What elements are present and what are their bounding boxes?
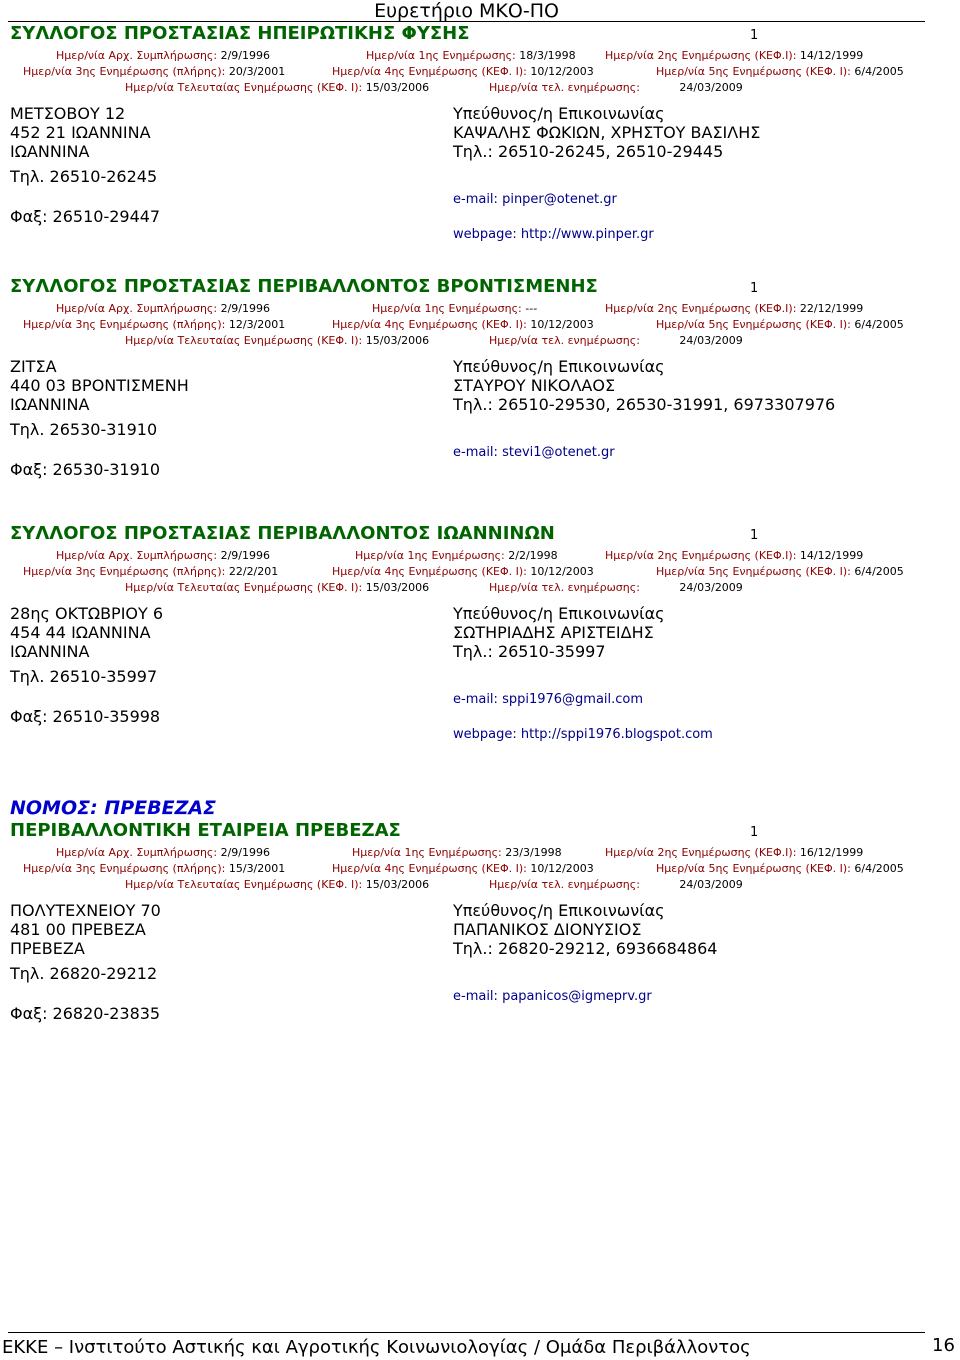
date-update-5 <box>656 862 904 876</box>
date-value: 24/03/2009 <box>679 878 743 891</box>
date-value: 10/12/2003 <box>530 565 594 578</box>
date-update-2 <box>605 302 863 316</box>
date-value: 15/03/2006 <box>365 81 430 94</box>
org-title: ΣΥΛΛΟΓΟΣ ΠΡΟΣΤΑΣΙΑΣ ΗΠΕΙΡΩΤΙΚΗΣ ΦΥΣΗΣ <box>10 23 470 44</box>
date-update-1 <box>366 49 576 63</box>
address-street: ΜΕΤΣΟΒΟΥ 12 <box>10 104 126 123</box>
date-update-3 <box>23 65 285 79</box>
date-label: Ημερ/νία 4ης Ενημέρωσης (ΚΕΦ. Ι): <box>332 862 527 875</box>
date-update-4 <box>332 65 594 79</box>
address-city: ΠΡΕΒΕΖΑ <box>10 939 85 958</box>
date-last <box>125 81 429 95</box>
date-value: 15/03/2006 <box>365 581 430 594</box>
date-label: Ημερ/νία 3ης Ενημέρωσης (πλήρης): <box>23 862 226 875</box>
date-label: Ημερ/νία τελ. ενημέρωσης: <box>489 878 640 891</box>
address-postal: 454 44 ΙΩΑΝΝΙΝΑ <box>10 623 151 642</box>
date-update-5 <box>656 565 904 579</box>
org-title: ΣΥΛΛΟΓΟΣ ΠΡΟΣΤΑΣΙΑΣ ΠΕΡΙΒΑΛΛΟΝΤΟΣ ΒΡΟΝΤΙΣΜΕΝΗΣ <box>10 276 598 297</box>
address-street: ΖΙΤΣΑ <box>10 357 57 376</box>
date-label: Ημερ/νία Αρχ. Συμπλήρωσης: <box>56 49 218 62</box>
date-last <box>125 581 429 595</box>
org-number: 1 <box>750 528 759 543</box>
date-label: Ημερ/νία Αρχ. Συμπλήρωσης: <box>56 846 218 859</box>
email-link[interactable]: e-mail: pinper@otenet.gr <box>453 192 617 207</box>
date-label: Ημερ/νία 3ης Ενημέρωσης (πλήρης): <box>23 565 226 578</box>
date-label: Ημερ/νία Τελευταίας Ενημέρωσης (ΚΕΦ. Ι): <box>125 81 363 94</box>
fax: Φαξ: 26510-29447 <box>10 207 161 226</box>
date-value: 6/4/2005 <box>854 318 904 331</box>
contact-heading: Υπεύθυνος/η Επικοινωνίας <box>453 604 665 623</box>
email-link[interactable]: e-mail: papanicos@igmeprv.gr <box>453 989 652 1004</box>
email-link[interactable]: e-mail: stevi1@otenet.gr <box>453 445 615 460</box>
date-value: 15/3/2001 <box>228 862 286 875</box>
phone: Τηλ. 26530-31910 <box>10 420 158 439</box>
address-street: ΠΟΛΥΤΕΧΝΕΙΟΥ 70 <box>10 901 161 920</box>
date-last <box>125 334 429 348</box>
date-label: Ημερ/νία Τελευταίας Ενημέρωσης (ΚΕΦ. Ι): <box>125 334 363 347</box>
org-number: 1 <box>750 28 759 43</box>
date-label: Ημερ/νία 2ης Ενημέρωσης (ΚΕΦ.Ι): <box>605 49 797 62</box>
date-value: 23/3/1998 <box>505 846 562 859</box>
webpage-link[interactable]: webpage: http://www.pinper.gr <box>453 227 654 242</box>
date-value: 14/12/1999 <box>799 549 864 562</box>
date-value: 15/03/2006 <box>365 878 430 891</box>
address-city: ΙΩΑΝΝΙΝΑ <box>10 142 90 161</box>
date-update-2 <box>605 49 863 63</box>
date-value: 2/9/1996 <box>220 302 270 315</box>
date-tel <box>489 81 743 95</box>
org-number: 1 <box>750 281 759 296</box>
date-value: 10/12/2003 <box>530 862 594 875</box>
date-label: Ημερ/νία Αρχ. Συμπλήρωσης: <box>56 302 218 315</box>
date-value: 22/12/1999 <box>799 302 864 315</box>
date-tel <box>489 334 743 348</box>
address-postal: 481 00 ΠΡΕΒΕΖΑ <box>10 920 146 939</box>
date-label: Ημερ/νία 1ης Ενημέρωσης: <box>352 846 502 859</box>
address-city: ΙΩΑΝΝΙΝΑ <box>10 642 90 661</box>
footer-rule <box>8 1332 925 1333</box>
date-value: 24/03/2009 <box>679 334 743 347</box>
fax: Φαξ: 26820-23835 <box>10 1004 161 1023</box>
contact-phone: Τηλ.: 26510-26245, 26510-29445 <box>453 142 724 161</box>
date-label: Ημερ/νία 5ης Ενημέρωσης (ΚΕΦ. Ι): <box>656 65 851 78</box>
date-value: 14/12/1999 <box>799 49 864 62</box>
date-value: 2/9/1996 <box>220 846 270 859</box>
date-value: 10/12/2003 <box>530 65 594 78</box>
date-label: Ημερ/νία 1ης Ενημέρωσης: <box>355 549 505 562</box>
prefecture-heading: ΝΟΜΟΣ: ΠΡΕΒΕΖΑΣ <box>10 797 217 819</box>
date-update-4 <box>332 862 594 876</box>
contact-heading: Υπεύθυνος/η Επικοινωνίας <box>453 104 665 123</box>
contact-name: ΣΩΤΗΡΙΑΔΗΣ ΑΡΙΣΤΕΙΔΗΣ <box>453 623 654 642</box>
phone: Τηλ. 26510-35997 <box>10 667 158 686</box>
date-update-2 <box>605 846 863 860</box>
contact-phone: Τηλ.: 26510-29530, 26530-31991, 6973307976 <box>453 395 836 414</box>
date-label: Ημερ/νία 4ης Ενημέρωσης (ΚΕΦ. Ι): <box>332 318 527 331</box>
date-value: 22/2/201 <box>228 565 279 578</box>
date-original <box>56 846 270 860</box>
date-label: Ημερ/νία Τελευταίας Ενημέρωσης (ΚΕΦ. Ι): <box>125 878 363 891</box>
webpage-link[interactable]: webpage: http://sppi1976.blogspot.com <box>453 727 713 742</box>
date-label: Ημερ/νία 4ης Ενημέρωσης (ΚΕΦ. Ι): <box>332 65 527 78</box>
date-value: 6/4/2005 <box>854 862 904 875</box>
address-postal: 440 03 ΒΡΟΝΤΙΣΜΕΝΗ <box>10 376 189 395</box>
contact-name: ΠΑΠΑΝΙΚΟΣ ΔΙΟΝΥΣΙΟΣ <box>453 920 642 939</box>
date-label: Ημερ/νία τελ. ενημέρωσης: <box>489 81 640 94</box>
date-value: 2/9/1996 <box>220 549 270 562</box>
org-number: 1 <box>750 825 759 840</box>
date-value: 24/03/2009 <box>679 581 743 594</box>
date-value: 6/4/2005 <box>854 565 904 578</box>
date-label: Ημερ/νία 2ης Ενημέρωσης (ΚΕΦ.Ι): <box>605 549 797 562</box>
date-label: Ημερ/νία 2ης Ενημέρωσης (ΚΕΦ.Ι): <box>605 302 797 315</box>
date-label: Ημερ/νία 4ης Ενημέρωσης (ΚΕΦ. Ι): <box>332 565 527 578</box>
date-label: Ημερ/νία τελ. ενημέρωσης: <box>489 334 640 347</box>
org-title: ΠΕΡΙΒΑΛΛΟΝΤΙΚΗ ΕΤΑΙΡΕΙΑ ΠΡΕΒΕΖΑΣ <box>10 820 401 841</box>
date-label: Ημερ/νία 5ης Ενημέρωσης (ΚΕΦ. Ι): <box>656 318 851 331</box>
footer-text: ΕΚΚΕ – Ινστιτούτο Αστικής και Αγροτικής Κοινωνιολογίας / Ομάδα Περιβάλλοντος <box>2 1337 751 1358</box>
date-update-5 <box>656 65 904 79</box>
date-label: Ημερ/νία 5ης Ενημέρωσης (ΚΕΦ. Ι): <box>656 565 851 578</box>
phone: Τηλ. 26820-29212 <box>10 964 158 983</box>
date-label: Ημερ/νία 1ης Ενημέρωσης: <box>366 49 516 62</box>
date-value: 15/03/2006 <box>365 334 430 347</box>
date-update-4 <box>332 565 594 579</box>
date-label: Ημερ/νία Τελευταίας Ενημέρωσης (ΚΕΦ. Ι): <box>125 581 363 594</box>
date-update-3 <box>23 862 285 876</box>
email-link[interactable]: e-mail: sppi1976@gmail.com <box>453 692 644 707</box>
date-tel <box>489 878 743 892</box>
address-city: ΙΩΑΝΝΙΝΑ <box>10 395 90 414</box>
date-label: Ημερ/νία 1ης Ενημέρωσης: <box>372 302 522 315</box>
date-label: Ημερ/νία 5ης Ενημέρωσης (ΚΕΦ. Ι): <box>656 862 851 875</box>
date-label: Ημερ/νία τελ. ενημέρωσης: <box>489 581 640 594</box>
page-number: 16 <box>932 1335 955 1356</box>
date-value: 10/12/2003 <box>530 318 594 331</box>
date-update-3 <box>23 318 285 332</box>
address-postal: 452 21 ΙΩΑΝΝΙΝΑ <box>10 123 151 142</box>
date-value: 2/2/1998 <box>508 549 558 562</box>
date-label: Ημερ/νία 2ης Ενημέρωσης (ΚΕΦ.Ι): <box>605 846 797 859</box>
date-update-1 <box>352 846 562 860</box>
date-value: --- <box>525 302 538 315</box>
contact-heading: Υπεύθυνος/η Επικοινωνίας <box>453 901 665 920</box>
date-value: 20/3/2001 <box>228 65 286 78</box>
phone: Τηλ. 26510-26245 <box>10 167 158 186</box>
fax: Φαξ: 26530-31910 <box>10 460 161 479</box>
date-update-4 <box>332 318 594 332</box>
page-header-title: Ευρετήριο ΜΚΟ-ΠΟ <box>374 0 559 22</box>
date-original <box>56 549 270 563</box>
date-label: Ημερ/νία 3ης Ενημέρωσης (πλήρης): <box>23 65 226 78</box>
contact-phone: Τηλ.: 26820-29212, 6936684864 <box>453 939 718 958</box>
date-value: 18/3/1998 <box>519 49 576 62</box>
date-value: 16/12/1999 <box>799 846 864 859</box>
date-update-1 <box>355 549 558 563</box>
fax: Φαξ: 26510-35998 <box>10 707 161 726</box>
date-original <box>56 302 270 316</box>
contact-heading: Υπεύθυνος/η Επικοινωνίας <box>453 357 665 376</box>
date-update-5 <box>656 318 904 332</box>
date-label: Ημερ/νία Αρχ. Συμπλήρωσης: <box>56 549 218 562</box>
page-header <box>8 0 925 22</box>
date-original <box>56 49 270 63</box>
date-label: Ημερ/νία 3ης Ενημέρωσης (πλήρης): <box>23 318 226 331</box>
contact-phone: Τηλ.: 26510-35997 <box>453 642 606 661</box>
date-value: 12/3/2001 <box>228 318 286 331</box>
contact-name: ΣΤΑΥΡΟΥ ΝΙΚΟΛΑΟΣ <box>453 376 616 395</box>
date-value: 6/4/2005 <box>854 65 904 78</box>
date-value: 2/9/1996 <box>220 49 270 62</box>
contact-name: ΚΑΨΑΛΗΣ ΦΩΚΙΩΝ, ΧΡΗΣΤΟΥ ΒΑΣΙΛΗΣ <box>453 123 761 142</box>
date-last <box>125 878 429 892</box>
date-update-1 <box>372 302 537 316</box>
date-tel <box>489 581 743 595</box>
org-title: ΣΥΛΛΟΓΟΣ ΠΡΟΣΤΑΣΙΑΣ ΠΕΡΙΒΑΛΛΟΝΤΟΣ ΙΩΑΝΝΙΝΩΝ <box>10 523 555 544</box>
date-update-3 <box>23 565 278 579</box>
date-value: 24/03/2009 <box>679 81 743 94</box>
date-update-2 <box>605 549 863 563</box>
address-street: 28ης ΟΚΤΩΒΡΙΟΥ 6 <box>10 604 164 623</box>
